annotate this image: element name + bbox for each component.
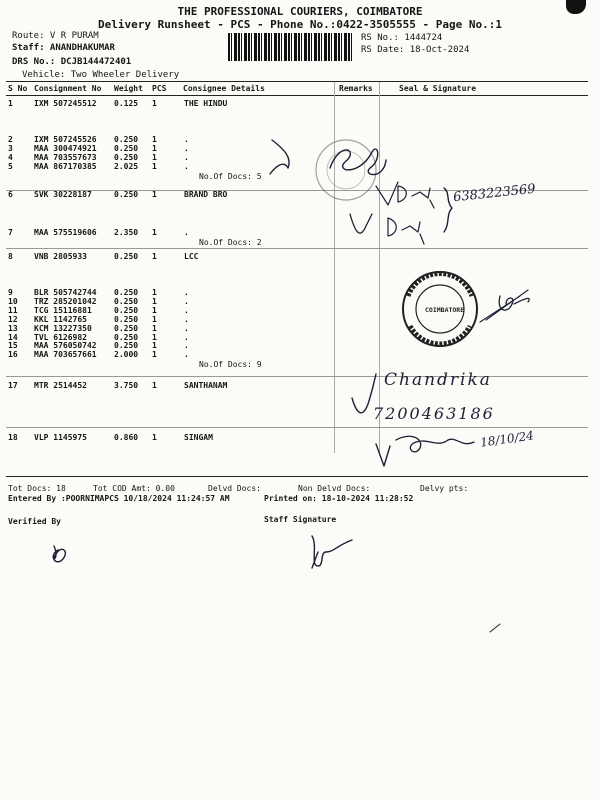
cell-weight: 0.860	[114, 433, 139, 442]
stamp-2-center-text: COIMBATORE	[425, 306, 465, 314]
tick-mark-5	[376, 444, 390, 466]
tot-cod-amt: Tot COD Amt: 0.00	[93, 484, 175, 493]
handwritten-date-3: 18/10/24	[479, 428, 535, 450]
cell-weight: 0.250	[114, 152, 139, 162]
signature-scribble-1	[330, 149, 386, 175]
cell-sno: 4	[8, 152, 13, 162]
cell-consignment-no: SVK 30228187	[34, 190, 92, 199]
cell-consignee: .	[184, 143, 189, 153]
cell-pcs: 1	[152, 152, 157, 162]
cell-consignment-no: BLR 505742744	[34, 288, 97, 297]
vehicle-label: Vehicle: Two Wheeler Delivery	[22, 70, 180, 80]
cell-weight: 0.250	[114, 332, 139, 342]
cell-consignment-no: IXM 507245512	[34, 99, 97, 108]
cell-sno: 2	[8, 135, 13, 144]
cell-sno: 16	[8, 350, 18, 360]
cell-weight: 0.250	[114, 323, 139, 333]
cell-consignment-no: KKL 1142765	[34, 314, 87, 324]
cell-weight: 0.125	[114, 99, 139, 108]
cell-pcs: 1	[152, 314, 157, 324]
cell-consignee: LCC	[184, 252, 199, 261]
cell-weight: 2.025	[114, 161, 139, 171]
drs-number: DRS No.: DCJB144472401	[12, 57, 132, 67]
cell-consignment-no: VNB 2805933	[34, 252, 87, 261]
cell-consignment-no: TCG 15116881	[34, 305, 92, 315]
rs-number: RS No.: 1444724	[361, 33, 443, 43]
cell-pcs: 1	[152, 296, 157, 306]
cell-sno: 11	[8, 305, 18, 315]
signature-dkvy-1	[398, 186, 434, 208]
col-seal: Seal & Signature	[399, 84, 477, 93]
cell-sno: 9	[8, 288, 13, 297]
staff-signature	[312, 536, 352, 568]
staff-label: Staff: ANANDHAKUMAR	[12, 43, 115, 53]
cell-consignee: .	[184, 152, 189, 162]
cell-consignment-no: MAA 867170385	[34, 161, 97, 171]
cell-consignee: SANTHANAM	[184, 381, 228, 390]
cell-consignee: .	[184, 228, 189, 237]
cell-weight: 0.250	[114, 341, 139, 351]
docs-count-note: No.Of Docs: 2	[199, 237, 262, 247]
cell-consignee: BRAND BRO	[184, 190, 228, 199]
col-consignee: Consignee Details	[183, 84, 265, 93]
col-remarks: Remarks	[339, 84, 373, 93]
cell-pcs: 1	[152, 190, 157, 199]
cell-sno: 10	[8, 296, 18, 306]
cell-weight: 3.750	[114, 381, 139, 390]
cell-pcs: 1	[152, 161, 157, 171]
delvd-docs: Delvd Docs:	[208, 484, 261, 493]
signature-scribble-3	[396, 436, 474, 452]
cell-consignment-no: MAA 703657661	[34, 350, 97, 360]
staff-signature-label: Staff Signature	[264, 515, 337, 524]
col-pcs: PCS	[152, 84, 167, 93]
handwritten-name-2: Chandrika	[384, 370, 492, 390]
cell-consignee: SINGAM	[184, 433, 213, 442]
signature-dkvy-2	[388, 218, 424, 244]
cell-pcs: 1	[152, 433, 157, 442]
tick-mark-4	[352, 374, 376, 413]
cell-consignee: .	[184, 288, 189, 297]
tick-mark-3	[480, 290, 528, 322]
tick-mark-2	[350, 214, 372, 233]
cell-consignment-no: TVL 6126982	[34, 332, 87, 342]
runsheet-title: Delivery Runsheet - PCS - Phone No.:0422-3505555 - Page No.:1	[98, 18, 502, 31]
cell-consignment-no: MAA 703557673	[34, 152, 97, 162]
verified-by-signature	[53, 546, 65, 562]
tot-docs: Tot Docs: 18	[8, 484, 66, 493]
cell-sno: 7	[8, 228, 13, 237]
entered-by: Entered By :POORNIMAPCS 10/18/2024 11:24:57 AM	[8, 494, 230, 503]
cell-consignment-no: MAA 576050742	[34, 341, 97, 351]
cell-pcs: 1	[152, 332, 157, 342]
stray-ink-mark	[490, 624, 500, 632]
cell-weight: 0.250	[114, 314, 139, 324]
handwritten-phone-2: 7200463186	[373, 404, 495, 423]
cell-pcs: 1	[152, 288, 157, 297]
cell-sno: 15	[8, 341, 18, 351]
cell-sno: 5	[8, 161, 13, 171]
cell-weight: 0.250	[114, 143, 139, 153]
non-delvd-docs: Non Delvd Docs:	[298, 484, 371, 493]
cell-pcs: 1	[152, 381, 157, 390]
cell-weight: 0.250	[114, 288, 139, 297]
cell-consignee: .	[184, 296, 189, 306]
cell-consignment-no: MAA 575519606	[34, 228, 97, 237]
cell-consignment-no: VLP 1145975	[34, 433, 87, 442]
cell-consignment-no: IXM 507245526	[34, 135, 97, 144]
col-sno: S No	[8, 84, 28, 93]
rs-date: RS Date: 18-Oct-2024	[361, 45, 470, 55]
cell-weight: 2.000	[114, 350, 139, 360]
cell-consignment-no: MAA 300474921	[34, 143, 97, 153]
col-weight: Weight	[114, 84, 143, 93]
cell-pcs: 1	[152, 305, 157, 315]
cell-weight: 0.250	[114, 135, 139, 144]
cell-weight: 0.250	[114, 305, 139, 315]
cell-pcs: 1	[152, 323, 157, 333]
cell-sno: 6	[8, 190, 13, 199]
cell-sno: 8	[8, 252, 13, 261]
company-name: THE PROFESSIONAL COURIERS, COIMBATORE	[177, 5, 423, 18]
cell-consignee: .	[184, 314, 189, 324]
cell-sno: 17	[8, 381, 18, 390]
cell-consignee: .	[184, 332, 189, 342]
cell-consignee: .	[184, 135, 189, 144]
tick-mark-1	[376, 182, 398, 205]
cell-pcs: 1	[152, 143, 157, 153]
cell-pcs: 1	[152, 135, 157, 144]
cell-consignee: THE HINDU	[184, 99, 228, 108]
brace-mark	[444, 188, 452, 232]
cell-sno: 13	[8, 323, 18, 333]
cell-consignee: .	[184, 341, 189, 351]
docs-count-note: No.Of Docs: 5	[199, 171, 262, 181]
cell-pcs: 1	[152, 252, 157, 261]
handwritten-phone-1: 6383223569	[452, 181, 537, 206]
cell-weight: 0.250	[114, 296, 139, 306]
cell-sno: 12	[8, 314, 18, 324]
cell-sno: 14	[8, 332, 18, 342]
cell-weight: 0.250	[114, 252, 139, 261]
cell-weight: 2.350	[114, 228, 139, 237]
cell-pcs: 1	[152, 350, 157, 360]
cell-sno: 3	[8, 143, 13, 153]
printed-on: Printed on: 18-10-2024 11:28:52	[264, 494, 414, 503]
cell-consignment-no: MTR 2514452	[34, 381, 87, 390]
cell-pcs: 1	[152, 341, 157, 351]
cell-consignee: .	[184, 305, 189, 315]
docs-count-note: No.Of Docs: 9	[199, 360, 262, 370]
cell-sno: 18	[8, 433, 18, 442]
delvy-pts: Delvy pts:	[420, 484, 469, 493]
cell-pcs: 1	[152, 99, 157, 108]
company-seal-stamp	[403, 272, 477, 346]
cell-consignee: .	[184, 350, 189, 360]
cell-consignee: .	[184, 161, 189, 171]
route-label: Route: V R PURAM	[12, 31, 99, 41]
col-consignment: Consignment No	[34, 84, 102, 93]
cell-consignment-no: KCM 13227350	[34, 323, 92, 333]
cell-pcs: 1	[152, 228, 157, 237]
verified-by-label: Verified By	[8, 517, 61, 526]
signature-mark-1	[270, 140, 289, 174]
cell-weight: 0.250	[114, 190, 139, 199]
cell-sno: 1	[8, 99, 13, 108]
cell-consignment-no: TRZ 285201042	[34, 296, 97, 306]
cell-consignee: .	[184, 323, 189, 333]
